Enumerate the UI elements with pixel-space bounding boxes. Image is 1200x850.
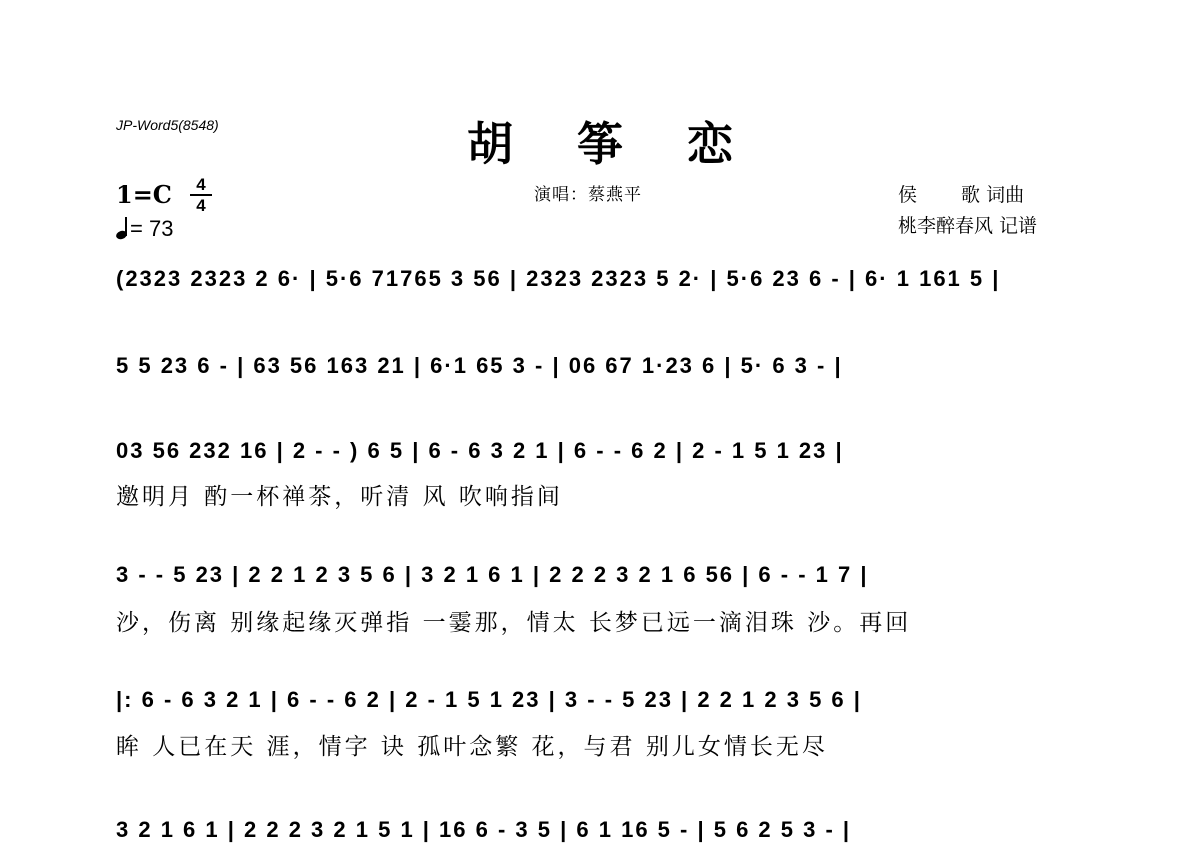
lyrics-line: 眸 人已在天 涯，情字 诀 孤叶念繁 花，与君 别儿女情长无尽 <box>116 734 828 760</box>
tempo-value: = 73 <box>130 216 174 241</box>
notation-row: (2323 2323 2 6· | 5·6 71765 3 56 | 2323 2323 5 2· | 5·6 23 6 - | 6· 1 161 5 | <box>116 266 1001 291</box>
quarter-note-icon <box>116 217 128 239</box>
software-label: JP-Word5(8548) <box>116 117 219 133</box>
lyrics-line: 沙，伤离 别缘起缘灭弹指 一霎那，情太 长梦已远一滴泪珠 沙。再回 <box>116 610 912 636</box>
singer-credit: 演唱：蔡燕平 <box>534 185 642 205</box>
tempo-marking <box>116 216 173 242</box>
notation-row: 3 2 1 6 1 | 2 2 2 3 2 1 5 1 | 16 6 - 3 5 | 6 1 16 5 - | 5 6 2 5 3 - | <box>116 817 852 842</box>
meter-numerator: 4 <box>196 175 206 194</box>
notation-row: |: 6 - 6 3 2 1 | 6 - - 6 2 | 2 - 1 5 1 23 | 3 - - 5 23 | 2 2 1 2 3 5 6 | <box>116 687 862 712</box>
meter-denominator: 4 <box>196 196 206 215</box>
song-title: 胡 筝 恋 <box>466 117 758 171</box>
composer-credit: 侯 歌 词曲 <box>898 184 1025 206</box>
lyrics-line: 邀明月 酌一杯禅茶，听清 风 吹响指间 <box>116 484 563 510</box>
transcriber-credit: 桃李醉春风 记谱 <box>898 215 1038 237</box>
time-signature <box>190 176 212 214</box>
key-signature: 1=C <box>116 180 172 209</box>
notation-row: 5 5 23 6 - | 63 56 163 21 | 6·1 65 3 - | 06 67 1·23 6 | 5· 6 3 - | <box>116 353 843 378</box>
notation-row: 3 - - 5 23 | 2 2 1 2 3 5 6 | 3 2 1 6 1 | 2 2 2 3 2 1 6 56 | 6 - - 1 7 | <box>116 562 869 587</box>
notation-row: 03 56 232 16 | 2 - - ) 6 5 | 6 - 6 3 2 1 | 6 - - 6 2 | 2 - 1 5 1 23 | <box>116 438 844 463</box>
